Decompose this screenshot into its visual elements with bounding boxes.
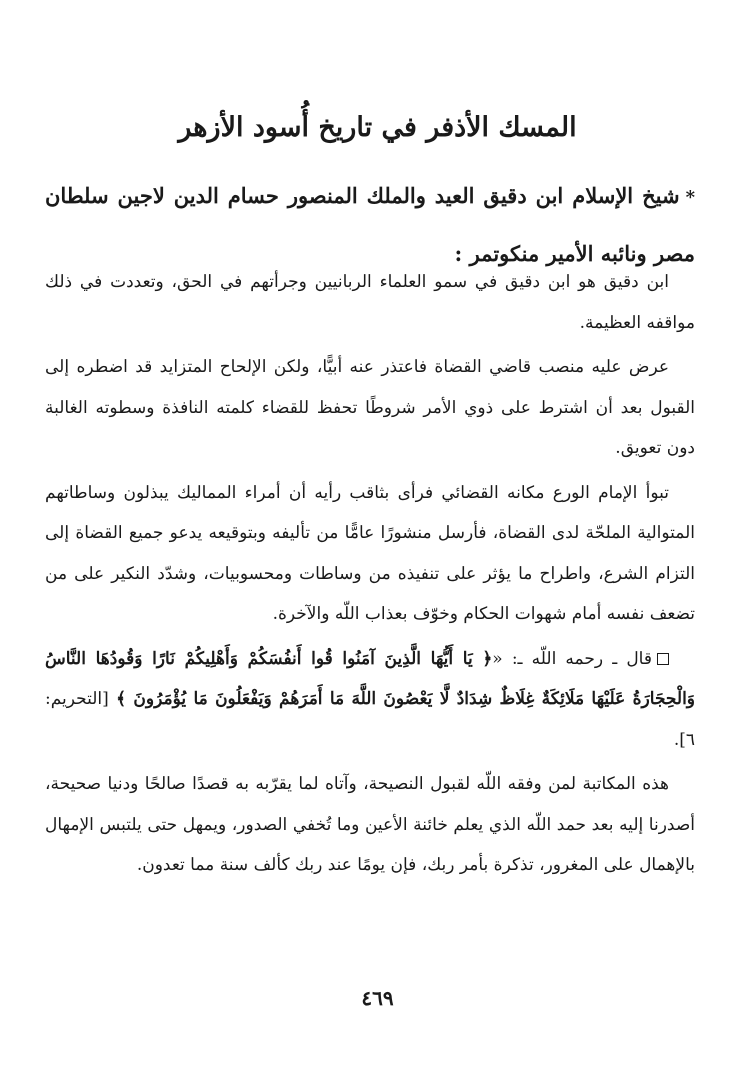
page-title: المسك الأذفر في تاريخ أُسود الأزهر (178, 112, 577, 143)
paragraph: ابن دقيق هو ابن دقيق في سمو العلماء الربانيين وجرأتهم في الحق، وتعددت في ذلك مواقفه العظيمة. (45, 272, 695, 333)
quote-paragraph (45, 639, 695, 761)
verse-reference: [التحريم: ٦]. (45, 689, 695, 750)
paragraph: تبوأ الإمام الورع مكانه القضائي فرأى بثاقب رأيه أن أمراء المماليك يبذلون وساطاتهم المتوالية الملحّة لدى القضاة، فأرسل منشورًا عامًّا من تأليفه وبتوقيعه يدعو جميع القضاة إلى التزام الشرع، واطراح ما يؤثر على تنفيذه من وساطات ومحسوبيات، وشدّد النكير على من تضعف نفسه أمام شهوات الحكام وخوّف بعذاب اللّه والآخرة. (45, 482, 695, 624)
section-heading-text: شيخ الإسلام ابن دقيق العيد والملك المنصور حسام الدين لاجين سلطان مصر ونائبه الأمير منكوتمر : (45, 183, 695, 266)
section-marker: * (685, 187, 695, 208)
body-text (45, 262, 695, 886)
paragraph: عرض عليه منصب قاضي القضاة فاعتذر عنه أبيًّا، ولكن الإلحاح المتزايد قد اضطره إلى القبول بعد أن اشترط على ذوي الأمر شروطًا تحفظ للقضاء كلمته النافذة وسطوته الغالبة دون تعويق. (45, 357, 695, 458)
quote-intro: قال ـ رحمه اللّه ـ: « (492, 648, 652, 669)
closing-paragraph: هذه المكاتبة لمن وفقه اللّه لقبول النصيحة، وآتاه لما يقرّبه به قصدًا صالحًا ودنيا صحيحة، أصدرنا إليه بعد حمد اللّه الذي يعلم خائنة الأعين وما تُخفي الصدور، ويمهل حتى يلتبس الإمهال بالإهمال على المغرور، تذكرة بأمر ربك، فإن يومًا عند ربك كألف سنة مما تعدون. (45, 774, 695, 875)
square-bullet-icon (657, 653, 669, 665)
page-number: ٤٦٩ (361, 986, 394, 1010)
quran-verse: ﴿ يَا أَيُّهَا الَّذِينَ آمَنُوا قُوا أَنفُسَكُمْ وَأَهْلِيكُمْ نَارًا وَقُودُهَا النَّاسُ وَالْحِجَارَةُ عَلَيْهَا مَلَائِكَةٌ غِلَاظٌ شِدَادٌ لَّا يَعْصُونَ اللَّهَ مَا أَمَرَهُمْ وَيَفْعَلُونَ مَا يُؤْمَرُونَ ﴾ (45, 648, 696, 709)
